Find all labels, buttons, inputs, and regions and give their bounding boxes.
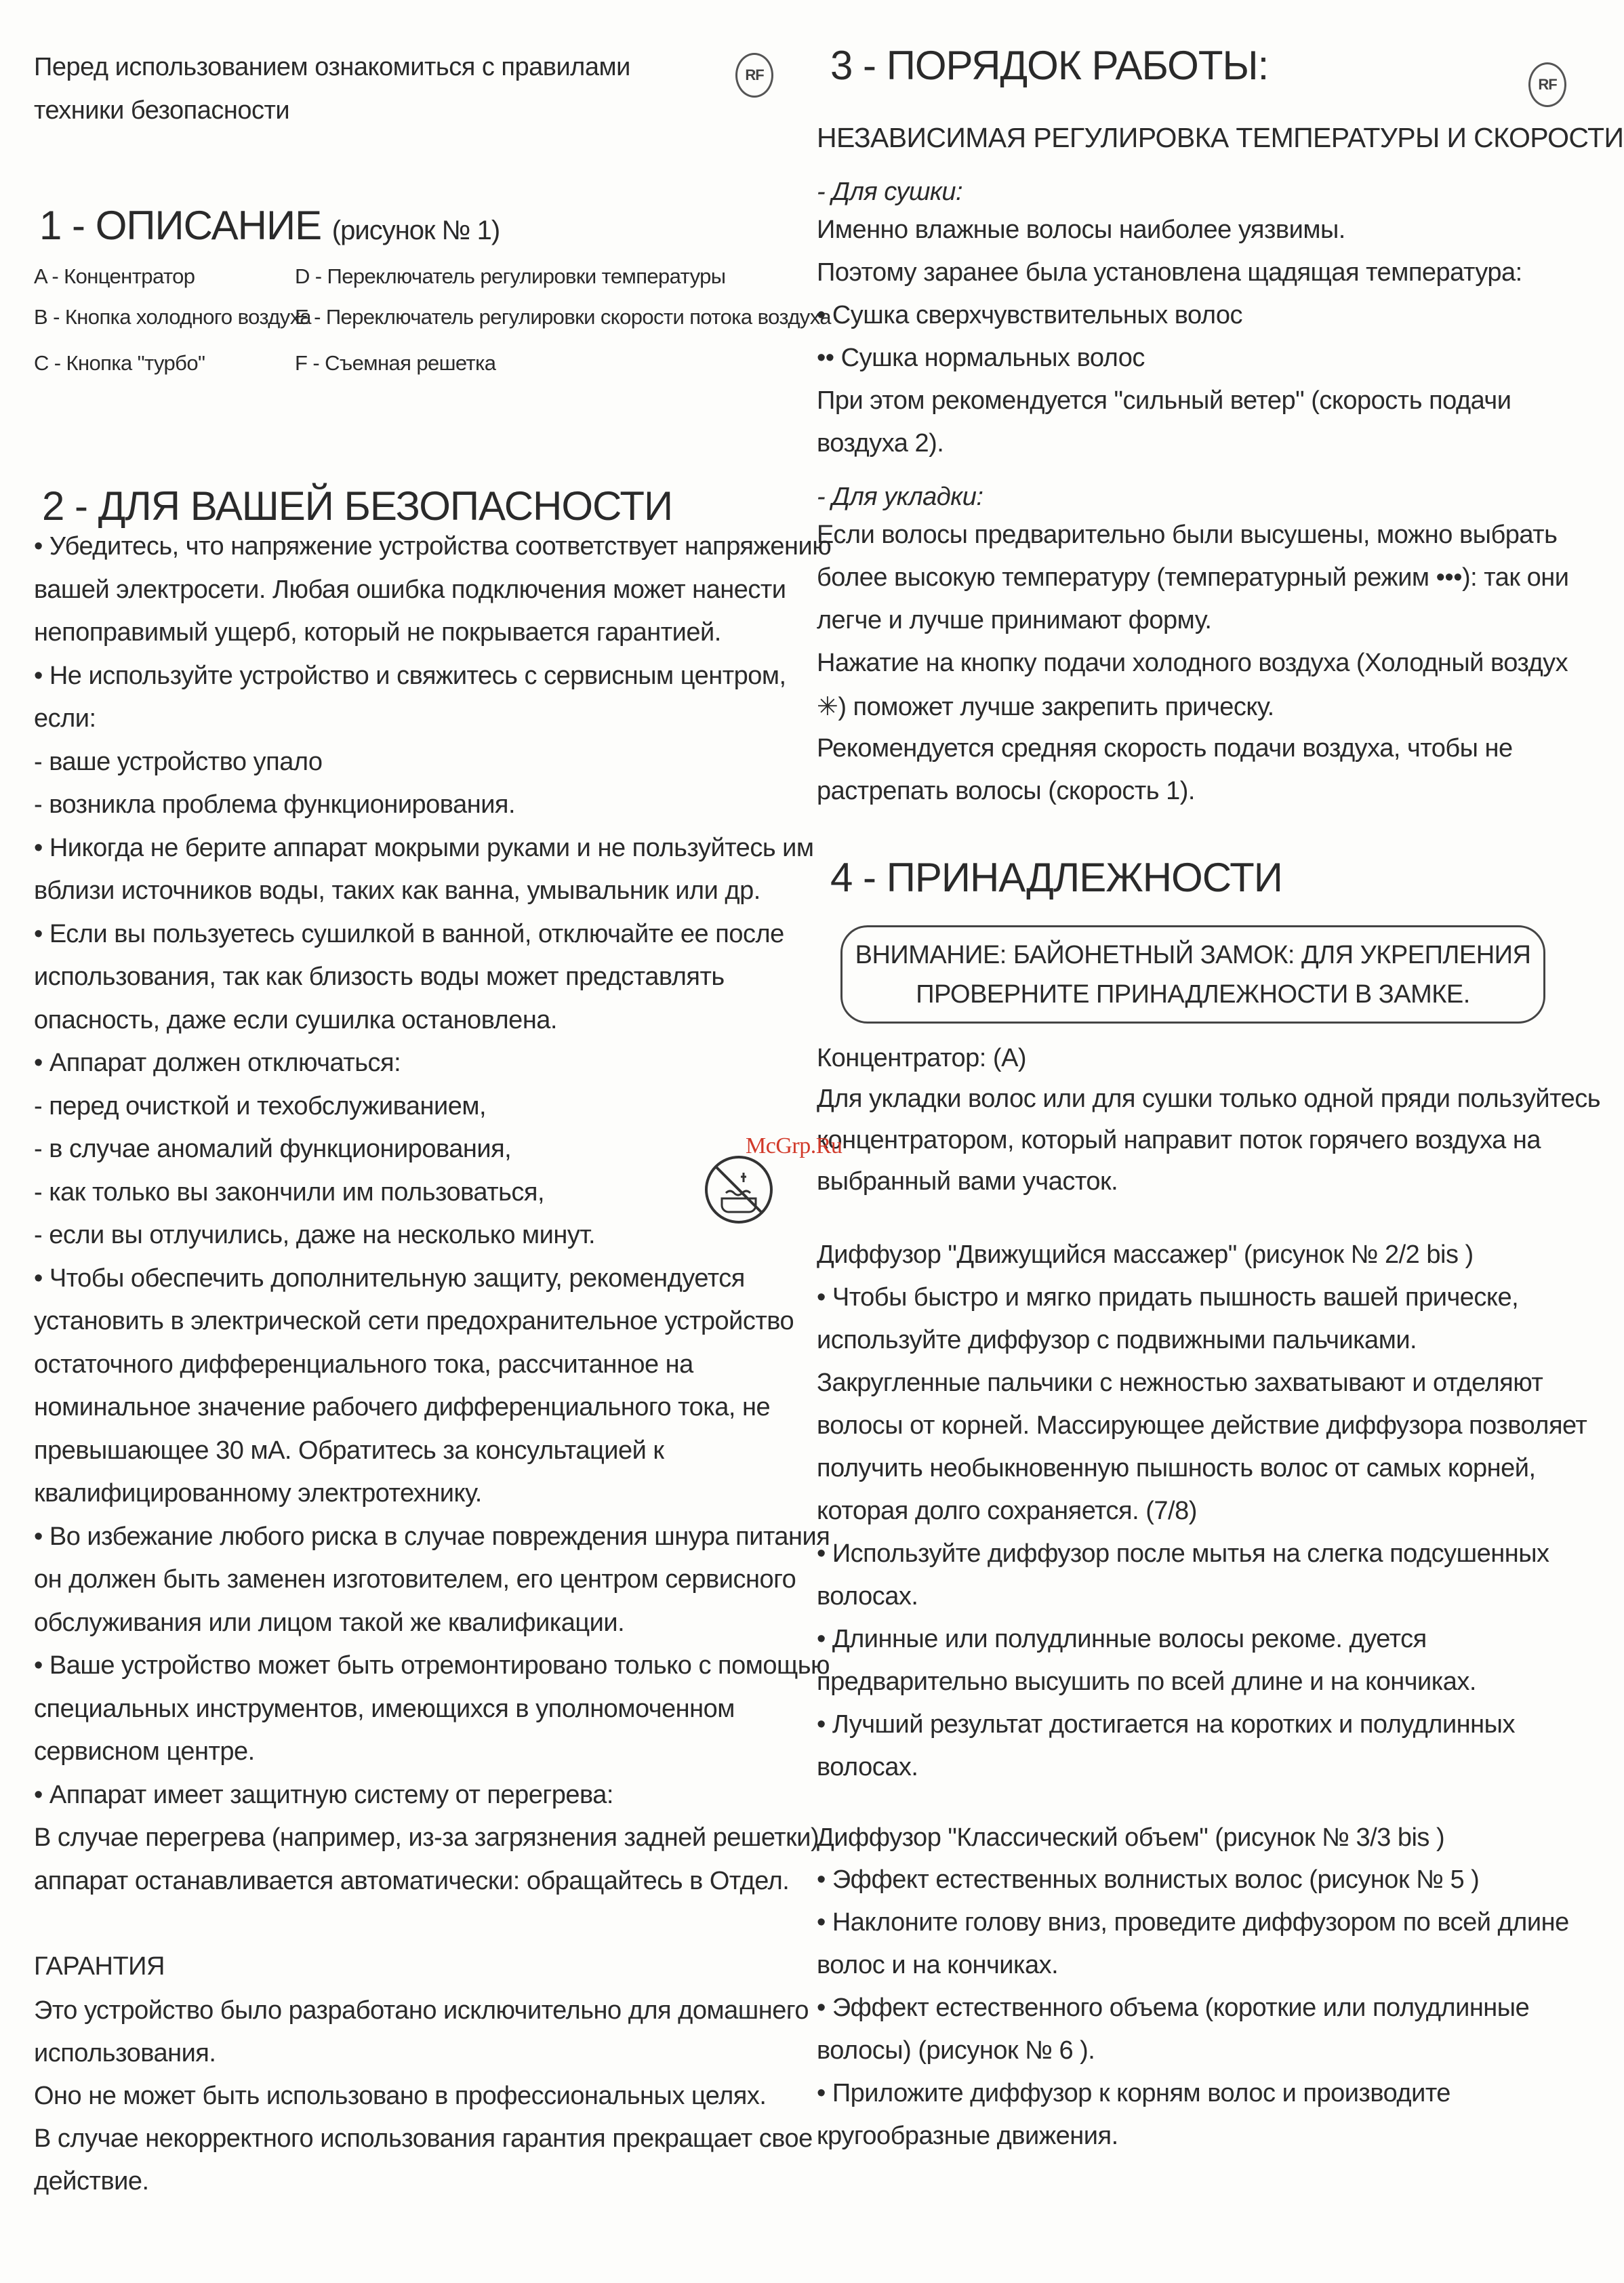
text-line: волос и на кончиках. — [817, 1951, 1059, 1979]
text-line: Нажатие на кнопку подачи холодного воздуха (Холодный воздух — [817, 649, 1568, 677]
text-line: легче и лучше принимают форму. — [817, 606, 1212, 634]
text-line: которая долго сохраняется. (7/8) — [817, 1497, 1197, 1525]
intro-line: техники безопасности — [34, 96, 290, 125]
text-line: предварительно высушить по всей длине и на кончиках. — [817, 1668, 1476, 1696]
text-line: он должен быть заменен изготовителем, его центром сервисного — [34, 1565, 796, 1594]
text-line: волосах. — [817, 1582, 918, 1611]
text-line: ✳) поможет лучше закрепить прическу. — [817, 693, 1274, 721]
text-line: волосы) (рисунок № 6 ). — [817, 2036, 1095, 2065]
text-line: Для укладки волос или для сушки только одной пряди пользуйтесь — [817, 1085, 1601, 1113]
desc-item: C - Кнопка "турбо" — [34, 351, 205, 375]
text-line: остаточного дифференциального тока, рассчитанное на — [34, 1350, 693, 1379]
text-line: выбранный вами участок. — [817, 1167, 1118, 1196]
concentrator-title: Концентратор: (А) — [817, 1044, 1027, 1072]
text-line: вашей электросети. Любая ошибка подключения может нанести — [34, 575, 786, 604]
section1-subtitle: (рисунок № 1) — [331, 216, 500, 245]
styling-label: - Для укладки: — [817, 483, 983, 511]
text-line: воздуха 2). — [817, 429, 944, 458]
text-line: концентратором, который направит поток горячего воздуха на — [817, 1126, 1541, 1154]
text-line: • Никогда не берите аппарат мокрыми руками и не пользуйтесь им — [34, 833, 814, 862]
watermark: McGrp.Ru — [746, 1133, 843, 1158]
rf-badge-icon: RF — [1528, 62, 1566, 107]
text-line: использования. — [34, 2039, 216, 2067]
text-line: • Приложите диффузор к корням волос и производите — [817, 2079, 1450, 2107]
text-line: если: — [34, 704, 96, 733]
intro-line: Перед использованием ознакомиться с правилами — [34, 53, 630, 81]
text-line: получить необыкновенную пышность волос от самых корней, — [817, 1454, 1536, 1482]
text-line: • Не используйте устройство и свяжитесь с сервисным центром, — [34, 661, 786, 690]
text-line: использования, так как близость воды может представлять — [34, 963, 725, 991]
text-line: опасность, даже если сушилка остановлена. — [34, 1005, 557, 1034]
section1-title-text: 1 - ОПИСАНИЕ — [39, 203, 322, 248]
bayonet-notice-box — [840, 925, 1545, 1024]
text-line: кругообразные движения. — [817, 2122, 1118, 2150]
text-line: • Сушка сверхчувствительных волос — [817, 301, 1243, 329]
text-line: • Ваше устройство может быть отремонтировано только с помощью — [34, 1651, 830, 1680]
text-line: При этом рекомендуется "сильный ветер" (скорость подачи — [817, 386, 1511, 415]
text-line: • Эффект естественного объема (короткие или полудлинные — [817, 1994, 1530, 2022]
drying-label: - Для сушки: — [817, 178, 963, 206]
desc-item: E - Переключатель регулировки скорости потока воздуха — [295, 305, 831, 329]
text-line: • Используйте диффузор после мытья на слегка подсушенных — [817, 1539, 1549, 1568]
section3-subtitle: НЕЗАВИСИМАЯ РЕГУЛИРОВКА ТЕМПЕРАТУРЫ И СКОРОСТИ — [817, 122, 1624, 153]
text-line: квалифицированному электротехнику. — [34, 1479, 482, 1508]
text-line: непоправимый ущерб, который не покрывается гарантией. — [34, 618, 721, 647]
text-line: • Чтобы быстро и мягко придать пышность вашей прическе, — [817, 1283, 1519, 1312]
text-line: • Наклоните голову вниз, проведите диффузором по всей длине — [817, 1908, 1569, 1937]
text-line: - возникла проблема функционирования. — [34, 790, 516, 819]
section2-title: 2 - ДЛЯ ВАШЕЙ БЕЗОПАСНОСТИ — [42, 483, 673, 529]
desc-item: B - Кнопка холодного воздуха — [34, 305, 311, 329]
text-line: • Длинные или полудлинные волосы рекоме. дуется — [817, 1625, 1427, 1653]
text-line: аппарат останавливается автоматически: обращайтесь в Отдел. — [34, 1866, 790, 1895]
text-line: растрепать волосы (скорость 1). — [817, 777, 1195, 805]
diffuser1-title: Диффузор "Движущийся массажер" (рисунок № 2/2 bis ) — [817, 1240, 1474, 1269]
text-line: • Лучший результат достигается на коротких и полудлинных — [817, 1710, 1515, 1739]
text-line: волосах. — [817, 1753, 918, 1781]
text-line: - перед очисткой и техобслуживанием, — [34, 1091, 487, 1120]
text-line: Поэтому заранее была установлена щадящая температура: — [817, 258, 1522, 287]
rf-badge-icon: RF — [735, 53, 773, 98]
text-line: В случае некорректного использования гарантия прекращает свое — [34, 2124, 813, 2153]
diffuser2-title: Диффузор "Классический объем" (рисунок № 3/3 bis ) — [817, 1823, 1445, 1852]
text-line: обслуживания или лицом такой же квалификации. — [34, 1608, 625, 1637]
text-line: • Чтобы обеспечить дополнительную защиту, рекомендуется — [34, 1264, 745, 1293]
text-line: превышающее 30 мА. Обратитесь за консультацией к — [34, 1436, 664, 1465]
section1-title — [39, 202, 500, 249]
section4-title: 4 - ПРИНАДЛЕЖНОСТИ — [830, 855, 1282, 900]
text-line: •• Сушка нормальных волос — [817, 344, 1145, 372]
text-line: Это устройство было разработано исключительно для домашнего — [34, 1996, 809, 2025]
text-line: • Убедитесь, что напряжение устройства соответствует напряжению — [34, 532, 832, 561]
text-line: сервисном центре. — [34, 1737, 255, 1766]
text-line: В случае перегрева (например, из-за загрязнения задней решетки) — [34, 1823, 819, 1852]
text-line: - ваше устройство упало — [34, 747, 323, 776]
text-line: • Аппарат должен отключаться: — [34, 1049, 401, 1077]
notice-line: ВНИМАНИЕ: БАЙОНЕТНЫЙ ЗАМОК: ДЛЯ УКРЕПЛЕНИЯ — [855, 941, 1531, 969]
text-line: - в случае аномалий функционирования, — [34, 1135, 512, 1163]
desc-item: F - Съемная решетка — [295, 351, 496, 375]
text-line: действие. — [34, 2167, 149, 2196]
section3-title: 3 - ПОРЯДОК РАБОТЫ: — [830, 43, 1269, 88]
text-line: вблизи источников воды, таких как ванна, умывальник или др. — [34, 876, 760, 905]
text-line: • Аппарат имеет защитную систему от перегрева: — [34, 1780, 613, 1809]
no-bath-icon — [702, 1152, 776, 1227]
text-line: специальных инструментов, имеющихся в уполномоченном — [34, 1694, 735, 1723]
text-line: установить в электрической сети предохранительное устройство — [34, 1307, 794, 1335]
guarantee-title: ГАРАНТИЯ — [34, 1952, 165, 1981]
text-line: Рекомендуется средняя скорость подачи воздуха, чтобы не — [817, 734, 1513, 763]
text-line: • Эффект естественных волнистых волос (рисунок № 5 ) — [817, 1865, 1480, 1894]
text-line: Если волосы предварительно были высушены, можно выбрать — [817, 521, 1558, 549]
text-line: • Во избежание любого риска в случае повреждения шнура питания — [34, 1522, 830, 1551]
text-line: более высокую температуру (температурный режим •••): так они — [817, 563, 1569, 592]
text-line: - если вы отлучились, даже на несколько минут. — [34, 1221, 596, 1249]
text-line: используйте диффузор с подвижными пальчиками. — [817, 1326, 1417, 1354]
text-line: Закругленные пальчики с нежностью захватывают и отделяют — [817, 1369, 1543, 1397]
text-line: Оно не может быть использовано в профессиональных целях. — [34, 2082, 767, 2110]
desc-item: D - Переключатель регулировки температуры — [295, 264, 726, 288]
text-line: • Если вы пользуетесь сушилкой в ванной, отключайте ее после — [34, 919, 784, 948]
notice-line: ПРОВЕРНИТЕ ПРИНАДЛЕЖНОСТИ В ЗАМКЕ. — [916, 980, 1470, 1009]
text-line: волосы от корней. Массирующее действие диффузора позволяет — [817, 1411, 1587, 1440]
text-line: номинальное значение рабочего дифференциального тока, не — [34, 1393, 771, 1421]
text-line: Именно влажные волосы наиболее уязвимы. — [817, 216, 1345, 244]
desc-item: A - Концентратор — [34, 264, 195, 288]
text-line: - как только вы закончили им пользоваться, — [34, 1177, 545, 1207]
